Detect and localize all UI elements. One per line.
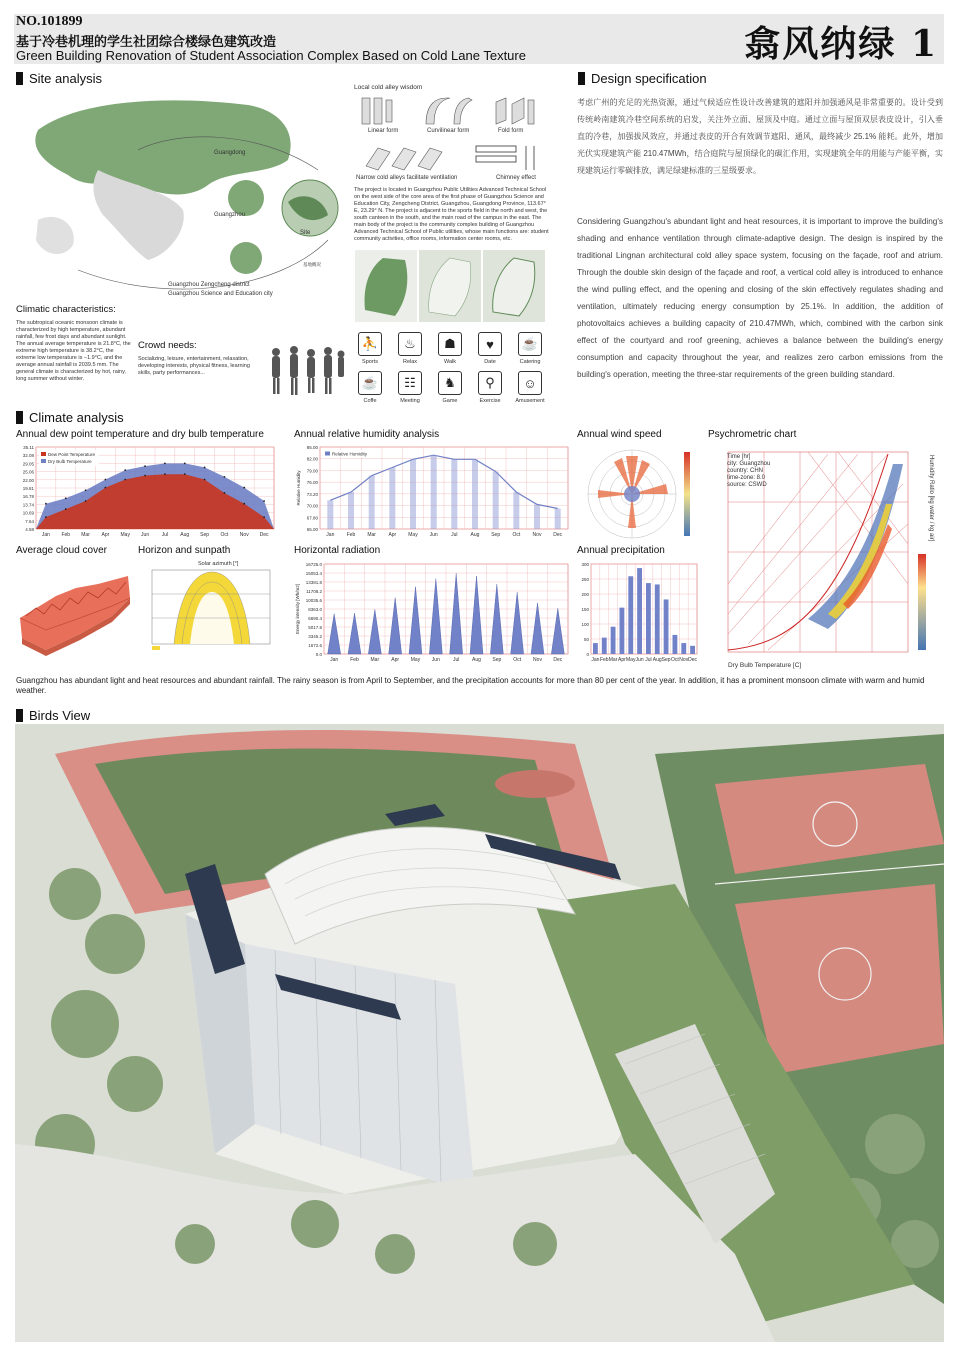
y-tick-label: 200 — [581, 592, 589, 597]
y-tick-label: 0 — [586, 652, 589, 657]
icon-label: Catering — [519, 359, 541, 365]
y-tick-label: 76.00 — [306, 480, 318, 486]
wind-rose-svg — [586, 446, 696, 542]
x-tick-label: Feb — [350, 657, 359, 663]
data-point — [224, 476, 226, 478]
legend-swatch — [325, 452, 330, 456]
data-point — [144, 475, 146, 477]
birds-view-heading — [16, 708, 90, 723]
icon-label: Exercise — [479, 398, 501, 404]
y-tick-label: 16725.0 — [305, 562, 322, 567]
site-plans-svg — [355, 250, 545, 322]
x-tick-label: Nov — [533, 657, 542, 663]
title-chinese: 基于冷巷机理的学生社团综合楼绿色建筑改造 — [16, 35, 277, 50]
cloud-cover-svg — [16, 558, 134, 658]
data-point — [105, 479, 107, 481]
x-tick-label: Oct — [671, 657, 679, 663]
x-tick-label: May — [408, 532, 418, 538]
x-tick-label: Feb — [61, 532, 71, 538]
icon-label: Sports — [362, 359, 378, 365]
y-tick-label: 82.00 — [306, 456, 318, 462]
y-tick-label: 6690.4 — [308, 616, 322, 621]
coffee-icon: ☕ — [358, 371, 382, 395]
y-tick-label: 19.81 — [22, 486, 34, 491]
psychro-info-line: time-zone: 8.0 — [727, 475, 766, 481]
y-tick-label: 22.00 — [22, 477, 34, 483]
y-tick-label: 67.80 — [306, 515, 318, 521]
title-english: Green Building Renovation of Student Association Complex Based on Cold Lane Texture — [16, 48, 526, 63]
y-tick-label: 13381.8 — [305, 580, 322, 585]
x-tick-label: May — [120, 532, 130, 538]
data-point — [263, 516, 265, 518]
x-tick-label: Mar — [608, 657, 618, 663]
x-tick-label: Nov — [532, 532, 542, 538]
legend-label: Dew Point Temperature — [48, 452, 95, 457]
data-point — [45, 516, 47, 518]
x-tick-label: Aug — [472, 657, 481, 663]
x-tick-label: Feb — [599, 657, 609, 663]
data-point — [224, 492, 226, 494]
sunpath-svg — [138, 558, 288, 658]
x-tick-label: Mar — [367, 532, 376, 538]
x-tick-label: Aug — [180, 532, 190, 538]
data-point — [243, 503, 245, 505]
icon-cell-meeting — [390, 371, 430, 404]
form-curvilinear: Curvilinear form — [427, 128, 470, 134]
x-tick-label: Feb — [346, 532, 356, 538]
crowd-needs-heading: Crowd needs: — [138, 340, 197, 351]
humidity-bar — [493, 472, 499, 529]
icon-cell-amusement — [510, 371, 550, 404]
label-city: Guangzhou Science and Education city — [168, 291, 273, 297]
form-fold: Fold form — [498, 128, 524, 134]
y-tick-label: 10.69 — [22, 510, 34, 516]
site-plans — [355, 250, 545, 322]
y-tick-label: 25.06 — [22, 469, 34, 475]
alley-ventilation-caption: Narrow cold alleys facilitate ventilation — [356, 175, 458, 181]
y-tick-label: 16.78 — [22, 494, 34, 500]
x-tick-label: Apr — [388, 532, 397, 538]
data-point — [124, 469, 126, 471]
data-point — [144, 465, 146, 467]
x-tick-label: Aug — [652, 657, 662, 663]
precipitation-bar — [628, 576, 633, 654]
label-guangzhou: Guangzhou — [214, 212, 246, 218]
icon-cell-walk — [430, 332, 470, 365]
climatic-char-heading: Climatic characteristics: — [16, 304, 116, 315]
alley-forms-svg — [356, 94, 546, 128]
x-tick-label: Sep — [661, 657, 671, 663]
cloud-cover-chart — [16, 558, 134, 658]
humidity-bar — [451, 459, 457, 529]
heading-bar — [16, 709, 23, 722]
data-point — [184, 473, 186, 475]
icon-cell-exercise — [470, 371, 510, 404]
humidity-bar — [555, 509, 561, 530]
y-tick-label: 32.08 — [22, 453, 34, 459]
y-tick-label: 150 — [581, 607, 589, 612]
design-text-en: Considering Guangzhou's abundant light and heat resources, it is important to improve the building's shading and enhance ventilation through climate-adaptive design. The design is inspired by the traditional Lingnan architectural cold alley space system, focusing on the façade, roof and atrium. Through the double skin design of the façade and roof, a vertical cold alley is introduced to enhance the wind pulling effect, and the opening and closing of the skin effectively regulates shading and ventilation, ultimately reducing energy consumption by 25.1%. In addition, the addition of photovoltaics achieves a building capacity of 210.47MWh, which, combined with the carbon sink effect of the courtyard and roof greening, achieves a balance between the building's energy consumption and capacity throughout the year, and realizes zero carbon emissions from the building's operation, meeting the three-star requirements of the green building standard. — [577, 217, 943, 379]
radiation-chart — [294, 560, 572, 668]
x-tick-label: Dec — [553, 532, 563, 538]
site-map — [18, 90, 348, 300]
chimney-caption: Chimney effect — [496, 175, 536, 181]
x-tick-label: Oct — [512, 532, 521, 538]
chart-title-humidity: Annual relative humidity analysis — [294, 429, 440, 440]
heading-text: Climate analysis — [29, 410, 124, 425]
y-tick-label: 73.20 — [306, 491, 318, 497]
humidity-bar — [348, 492, 354, 529]
humidity-bar — [369, 476, 375, 529]
catering-icon: ☕ — [518, 332, 542, 356]
y-tick-label: 7.64 — [25, 518, 34, 524]
y-tick-label: 0.0 — [315, 652, 322, 657]
y-tick-label: 70.00 — [306, 503, 318, 509]
x-tick-label: Jun — [431, 657, 440, 663]
label-district: Guangzhou Zengcheng district — [168, 282, 250, 288]
wind-rose — [586, 446, 696, 542]
data-point — [85, 500, 87, 502]
y-axis-label: Energy intensity [Wh/m2] — [295, 583, 300, 635]
ventilation-graphic — [356, 142, 546, 172]
x-tick-label: Apr — [391, 657, 400, 663]
icon-label: Amusement — [515, 398, 545, 404]
data-point — [164, 473, 166, 475]
x-tick-label: Apr — [618, 657, 626, 663]
data-point — [85, 489, 87, 491]
y-tick-label: 5017.8 — [308, 625, 322, 630]
icon-label: Coffe — [363, 398, 377, 404]
heading-text: Design specification — [591, 71, 707, 86]
heading-text: Birds View — [29, 708, 91, 723]
legend-label: Dry Bulb Temperature — [48, 459, 92, 464]
precipitation-bar — [681, 643, 686, 654]
precipitation-bar — [655, 584, 660, 654]
sunpath-axis-label: Solar azimuth [°] — [198, 561, 239, 567]
psychro-info-line: city: Guangzhou — [727, 461, 771, 467]
sunpath-chart — [138, 558, 288, 658]
precipitation-bar — [646, 583, 651, 654]
sports-icon: ⛹ — [358, 332, 382, 356]
amusement-icon: ☺ — [518, 371, 542, 395]
precipitation-bar — [620, 608, 625, 654]
psychro-info — [727, 454, 770, 489]
x-tick-label: Jul — [161, 532, 169, 538]
chart-title-dew: Annual dew point temperature and dry bulb temperature — [16, 429, 264, 440]
x-tick-label: Jan — [330, 657, 339, 663]
x-tick-label: Jul — [645, 657, 652, 663]
x-tick-label: Jun — [141, 532, 150, 538]
x-tick-label: Dec — [688, 657, 698, 663]
world-map-graphic — [18, 90, 348, 300]
cold-alley-forms-graphic — [356, 94, 546, 128]
x-tick-label: Sep — [200, 532, 210, 538]
site-description: The project is located in Guangzhou Public Utilities Advanced Technical School on the west side of the core area of the first phase of Guangzhou Science and Education City, Zengcheng District, Guangzhou, Guangdong Province, 113.67° E, 23.29° N. The project is adjacent to the sports field in the north and west, the south canteen in the south, and the main road of the campus in the east. The main body of the project is the community complex building of Guangzhou Advanced Technical School of Public utilities, whose main functions are: student community activities, office rooms, information center rooms, etc. — [354, 187, 549, 242]
icon-label: Walk — [443, 359, 457, 365]
humidity-bar — [389, 468, 395, 530]
cold-alley-title: Local cold alley wisdom — [354, 84, 423, 91]
x-tick-label: Jan — [41, 532, 50, 538]
date-icon: ♥ — [478, 332, 502, 356]
people-photo — [266, 342, 346, 398]
precipitation-bar — [602, 638, 607, 654]
chart-title-cloud: Average cloud cover — [16, 545, 107, 556]
birds-view-svg — [15, 724, 944, 1342]
y-tick-label: 15053.4 — [305, 571, 322, 576]
y-tick-label: 13.74 — [22, 502, 34, 508]
y-tick-label: 3345.2 — [308, 634, 322, 639]
psychro-info-line: source: CSWD — [727, 482, 767, 488]
chart-title-psychro: Psychrometric chart — [708, 429, 797, 440]
site-analysis-heading — [16, 71, 102, 86]
data-point — [164, 463, 166, 465]
meeting-icon: ☷ — [398, 371, 422, 395]
dew-point-chart — [16, 443, 278, 541]
x-tick-label: Dec — [259, 532, 269, 538]
x-tick-label: Sep — [491, 532, 501, 538]
y-tick-label: 29.05 — [22, 461, 34, 467]
x-tick-label: Jun — [635, 657, 644, 663]
y-tick-label: 100 — [581, 622, 589, 627]
icon-cell-sports — [350, 332, 390, 365]
data-point — [204, 467, 206, 469]
humidity-chart — [294, 443, 572, 541]
icon-cell-game — [430, 371, 470, 404]
y-tick-label: 11708.2 — [306, 589, 322, 594]
x-tick-label: Sep — [492, 657, 502, 663]
x-tick-label: May — [410, 657, 421, 663]
x-tick-label: Jul — [451, 532, 458, 538]
x-tick-label: Apr — [101, 532, 110, 538]
humidity-bar — [513, 492, 519, 529]
label-site: Site — [300, 230, 311, 236]
people-svg — [266, 342, 346, 398]
ventilation-svg — [356, 142, 546, 172]
walk-icon: ☗ — [438, 332, 462, 356]
x-tick-label: Dec — [553, 657, 563, 663]
crowd-needs-text: Socializing, leisure, entertainment, relaxation, developing interests, physical fitness, learning skills, party performances... — [138, 356, 250, 376]
label-guangdong: Guangdong — [214, 150, 246, 156]
legend-label: Relative Humidity — [332, 451, 368, 457]
data-point — [204, 479, 206, 481]
crowd-icon-grid — [350, 332, 550, 404]
icon-cell-coffee — [350, 371, 390, 404]
psychro-xlabel: Dry Bulb Temperature [C] — [728, 662, 802, 669]
data-point — [184, 463, 186, 465]
psychro-info-line: country: CHN — [727, 468, 764, 474]
data-point — [243, 487, 245, 489]
game-icon: ♞ — [438, 371, 462, 395]
project-number: NO.101899 — [16, 14, 83, 29]
legend-swatch — [41, 459, 46, 463]
psychro-info-line: Time [hr] — [727, 454, 751, 460]
humidity-bar — [431, 455, 437, 529]
humidity-bar — [410, 459, 416, 529]
icon-cell-relax — [390, 332, 430, 365]
icon-label: Relax — [402, 359, 418, 365]
birds-view-render — [15, 724, 944, 1342]
psychro-ylabel: Humidity Ratio [kg water / kg air] — [928, 455, 934, 542]
x-tick-label: Aug — [470, 532, 480, 538]
data-point — [45, 503, 47, 505]
precipitation-bar — [690, 646, 695, 654]
climate-analysis-heading — [16, 410, 124, 425]
y-tick-label: 50 — [583, 637, 589, 642]
y-axis-label: Relative Humidity — [296, 470, 301, 506]
chart-title-radiation: Horizontal radiation — [294, 545, 381, 556]
precipitation-bar — [593, 643, 598, 654]
design-spec-heading — [578, 71, 707, 86]
data-point — [65, 497, 67, 499]
data-point — [65, 508, 67, 510]
y-tick-label: 8363.0 — [308, 607, 322, 612]
heading-bar — [16, 72, 23, 85]
humidity-bar — [534, 504, 540, 529]
icon-cell-catering — [510, 332, 550, 365]
y-tick-label: 35.11 — [23, 445, 34, 450]
x-tick-label: Jan — [326, 532, 335, 538]
x-tick-label: Nov — [239, 532, 249, 538]
chart-title-sunpath: Horizon and sunpath — [138, 545, 231, 556]
heading-bar — [16, 411, 23, 424]
y-tick-label: 65.00 — [306, 527, 318, 532]
heading-bar — [578, 72, 585, 85]
humidity-bar — [472, 459, 478, 529]
icon-cell-date — [470, 332, 510, 365]
exercise-icon: ⚲ — [478, 371, 502, 395]
chart-title-precip: Annual precipitation — [577, 545, 665, 556]
y-tick-label: 1672.6 — [308, 643, 322, 648]
precipitation-bar — [664, 599, 669, 654]
icon-label: Game — [442, 398, 458, 404]
icon-label: Date — [484, 359, 496, 365]
x-tick-label: Nov — [679, 657, 689, 663]
icon-label: Meeting — [400, 398, 420, 404]
precipitation-bar — [637, 568, 642, 654]
y-tick-label: 10035.6 — [305, 598, 322, 603]
x-tick-label: Oct — [220, 532, 229, 538]
humidity-bar — [327, 500, 333, 529]
x-tick-label: Jun — [429, 532, 438, 538]
y-tick-label: 250 — [581, 577, 589, 582]
poster-title: 翕风纳绿 1 — [744, 23, 938, 65]
data-point — [263, 500, 265, 502]
legend-swatch — [41, 452, 46, 456]
form-linear: Linear form — [368, 128, 399, 134]
data-point — [124, 479, 126, 481]
x-tick-label: Jan — [591, 657, 600, 663]
heading-text: Site analysis — [29, 71, 102, 86]
y-tick-label: 4.58 — [25, 527, 34, 532]
climatic-char-text: The subtropical oceanic monsoon climate is characterized by high temperature, abundant rainfall, few frost days and abundant sunlight. The annual average temperature is 21.8°C, the extreme high temperature is 38.2°C, the extreme low temperature is −1.9°C, and the average annual rainfall is 2039.5 mm. The general climate is characterized by hot, rainy, long summer without winter. — [16, 320, 131, 382]
label-map-note: 基地概况 — [303, 262, 321, 267]
y-tick-label: 79.00 — [306, 468, 318, 474]
precipitation-chart — [577, 560, 701, 668]
design-text-cn: 考虑广州的充足的光热资源，通过气候适应性设计改善建筑的遮阳并加强通风是非常重要的。设计受到传统岭南建筑冷巷空间系统的启发，关注外立面、屋顶及中庭。通过立面与屋顶双层表皮设计，引入垂直的冷巷，加强拔风效应，并通过表皮的开合有效调节遮阳、通风，最终减少 25.1% 能耗。此外，增加光伏实现建筑产能 210.47MWh，结合庭院与屋顶绿化的碳汇作用，实现建筑全年的用能与产能平衡，实现建筑运行零碳排放，满足绿建标准的三星级要求。 — [577, 98, 943, 175]
climate-summary: Guangzhou has abundant light and heat resources and abundant rainfall. The rainy season is from April to September, and the precipitation accounts for more than 80 per cent of the year. In addition, it has a prominent monsoon climate with warm and humid weather. — [16, 676, 925, 695]
x-tick-label: Oct — [513, 657, 522, 663]
precipitation-bar — [673, 635, 678, 654]
y-tick-label: 300 — [581, 562, 589, 567]
data-point — [105, 487, 107, 489]
precipitation-bar — [611, 627, 616, 654]
relax-icon: ♨ — [398, 332, 422, 356]
y-tick-label: 85.00 — [306, 445, 318, 450]
x-tick-label: Jul — [452, 657, 460, 663]
x-tick-label: Mar — [370, 657, 380, 663]
x-tick-label: Mar — [81, 532, 90, 538]
chart-title-wind: Annual wind speed — [577, 429, 662, 440]
x-tick-label: May — [626, 657, 636, 663]
